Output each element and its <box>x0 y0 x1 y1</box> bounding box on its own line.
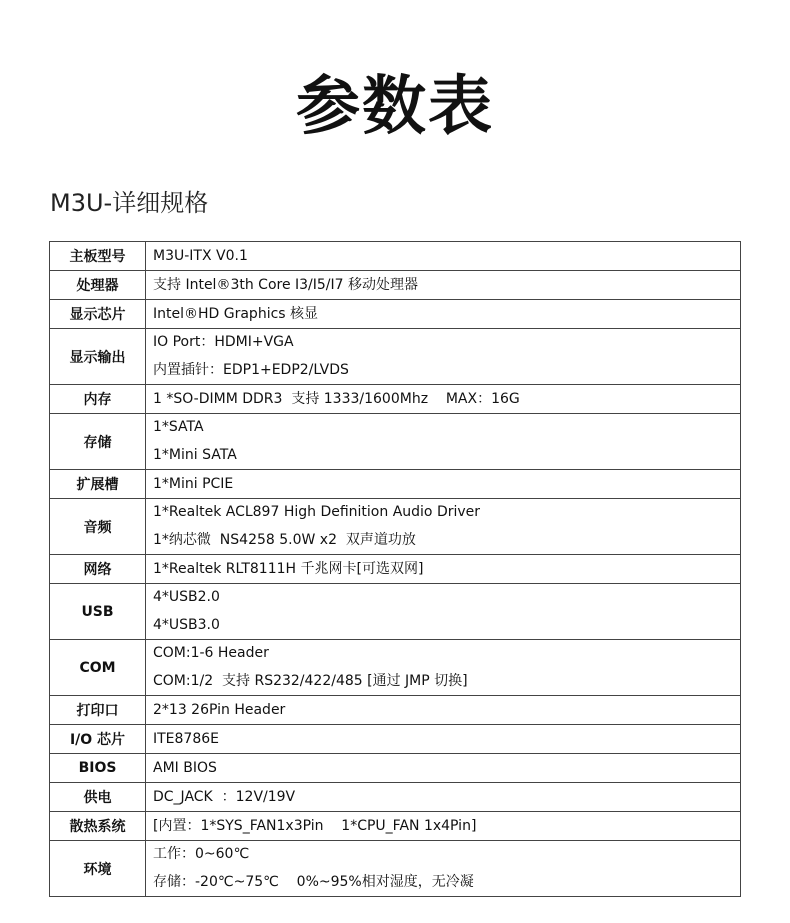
spec-label: 显示输出 <box>50 329 146 385</box>
spec-value-line: 4*USB3.0 <box>153 616 220 633</box>
spec-value <box>146 329 741 385</box>
spec-value <box>146 812 741 841</box>
spec-value-line: 存储：-20℃~75℃ 0%~95%相对湿度，无冷凝 <box>153 873 474 890</box>
spec-row-printer-port <box>50 696 741 725</box>
spec-row-io-chip <box>50 725 741 754</box>
spec-row-environment <box>50 841 741 897</box>
spec-table <box>49 241 741 897</box>
spec-row-board-model <box>50 242 741 271</box>
spec-value-line: DC_JACK ：12V/19V <box>153 788 296 805</box>
spec-value <box>146 754 741 783</box>
spec-row-com <box>50 640 741 696</box>
spec-value <box>146 841 741 897</box>
spec-value-line: 工作：0~60℃ <box>153 846 250 862</box>
spec-value <box>146 640 741 696</box>
spec-value <box>146 470 741 499</box>
spec-value <box>146 584 741 640</box>
spec-label: I/O 芯片 <box>50 725 146 754</box>
spec-value <box>146 271 741 300</box>
spec-value-line: 1*纳芯微 NS4258 5.0W x2 双声道功放 <box>153 531 416 548</box>
spec-row-processor <box>50 271 741 300</box>
spec-label: COM <box>50 640 146 696</box>
spec-value-line: 1*SATA <box>153 419 204 435</box>
spec-label: USB <box>50 584 146 640</box>
spec-row-expansion-slot <box>50 470 741 499</box>
spec-label: 网络 <box>50 555 146 584</box>
spec-value <box>146 385 741 414</box>
spec-value-line: 1*Mini PCIE <box>153 475 234 492</box>
spec-label: 打印口 <box>50 696 146 725</box>
spec-label: 处理器 <box>50 271 146 300</box>
spec-label: 环境 <box>50 841 146 897</box>
spec-label: 存储 <box>50 414 146 470</box>
spec-value-line: IO Port：HDMI+VGA <box>153 334 294 350</box>
spec-label: 显示芯片 <box>50 300 146 329</box>
spec-value <box>146 499 741 555</box>
spec-row-storage <box>50 414 741 470</box>
spec-value-line: 1 *SO-DIMM DDR3 支持 1333/1600Mhz MAX：16G <box>153 390 520 407</box>
spec-row-audio <box>50 499 741 555</box>
spec-value <box>146 555 741 584</box>
spec-value-line: AMI BIOS <box>153 759 217 776</box>
spec-value-line: 1*Realtek ACL897 High Definition Audio Driver <box>153 504 481 520</box>
spec-row-network <box>50 555 741 584</box>
spec-label: BIOS <box>50 754 146 783</box>
spec-value <box>146 696 741 725</box>
spec-label: 音频 <box>50 499 146 555</box>
spec-value <box>146 242 741 271</box>
spec-value <box>146 725 741 754</box>
page-title: 参数表 <box>296 70 494 144</box>
spec-label: 内存 <box>50 385 146 414</box>
spec-value-line: ITE8786E <box>153 730 220 747</box>
spec-value-line: 1*Realtek RLT8111H 千兆网卡[可选双网] <box>153 560 424 577</box>
spec-label: 散热系统 <box>50 812 146 841</box>
spec-value-line: COM:1/2 支持 RS232/422/485 [通过 JMP 切换] <box>153 672 468 689</box>
spec-label: 主板型号 <box>50 242 146 271</box>
spec-value-line: M3U-ITX V0.1 <box>153 247 248 264</box>
spec-row-cooling <box>50 812 741 841</box>
spec-value <box>146 414 741 470</box>
spec-value-line: 支持 Intel®3th Core I3/I5/I7 移动处理器 <box>153 276 419 293</box>
spec-value-line: 4*USB2.0 <box>153 589 220 605</box>
spec-label: 供电 <box>50 783 146 812</box>
spec-label: 扩展槽 <box>50 470 146 499</box>
spec-value-line: COM:1-6 Header <box>153 645 269 661</box>
spec-value <box>146 783 741 812</box>
spec-value-line: 内置插针：EDP1+EDP2/LVDS <box>153 361 349 378</box>
spec-value-line: 1*Mini SATA <box>153 446 237 463</box>
spec-value <box>146 300 741 329</box>
spec-value-line: [内置：1*SYS_FAN1x3Pin 1*CPU_FAN 1x4Pin] <box>153 817 477 834</box>
spec-row-display-output <box>50 329 741 385</box>
spec-value-line: 2*13 26Pin Header <box>153 701 286 718</box>
spec-row-graphics-chip <box>50 300 741 329</box>
spec-row-power <box>50 783 741 812</box>
spec-row-memory <box>50 385 741 414</box>
section-title: M3U-详细规格 <box>50 189 209 217</box>
spec-value-line: Intel®HD Graphics 核显 <box>153 305 319 322</box>
spec-row-usb <box>50 584 741 640</box>
spec-row-bios <box>50 754 741 783</box>
